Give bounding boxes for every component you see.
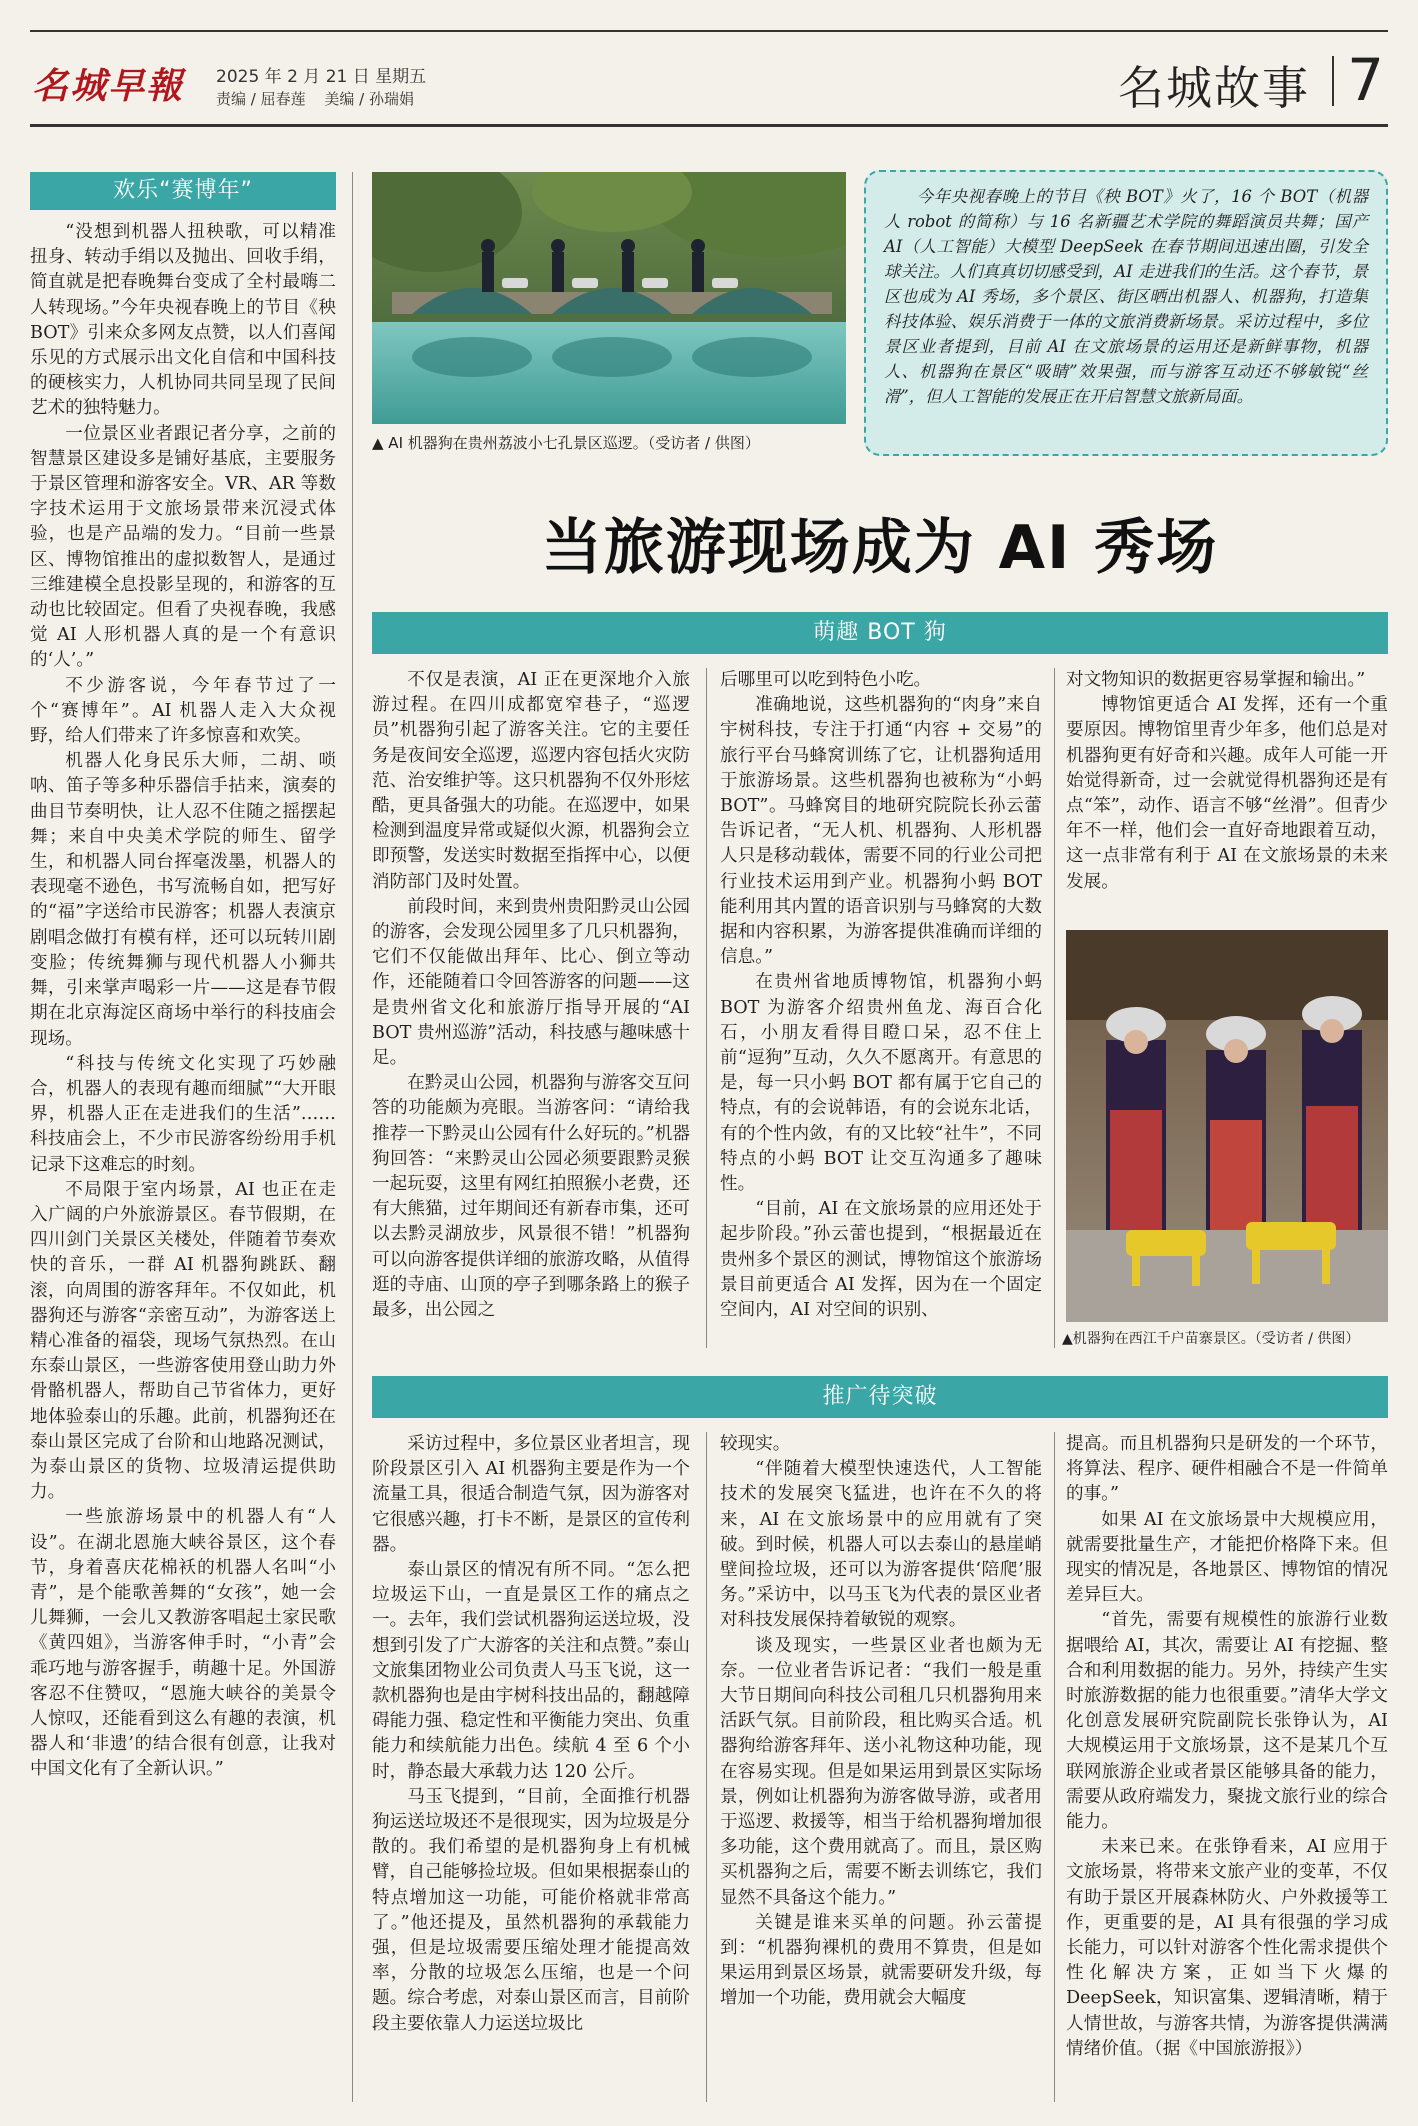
paragraph: 在黔灵山公园，机器狗与游客交互问答的功能颇为亮眼。当游客问：“请给我推荐一下黔灵山公园有什么好玩的。”机器狗回答：“来黔灵山公园必须要跟黔灵猴一起玩耍，这里有网红拍照猴小老费，还有大熊猫，过年期间还有新春市集，还可以去黔灵湖放步，风景很不错！”机器狗可以向游客提供详细的旅游攻略，从值得逛的寺庙、山顶的亭子到哪条路上的猴子最多，出公园之 [372,1073,690,1321]
column-rule [1054,1432,1055,2102]
photo2-caption: ▲机器狗在西江千户苗寨景区。（受访者 / 供图） [1062,1331,1360,1347]
paragraph: 马玉飞提到，“目前，全面推行机器狗运送垃圾还不是很现实，因为垃圾是分散的。我们希望的是机器狗身上有机械臂，自己能够捡垃圾。但如果根据泰山的特点增加这一功能，可能价格就非常高了。”他还提及，虽然机器狗的承载能力强，但是垃圾需要压缩处理才能提高效率，分散的垃圾怎么压缩，也是一个问题。综合考虑，对泰山景区而言，目前阶段主要依靠人力运送垃圾比 [372,1786,690,2034]
intro-summary-box: 今年央视春晚上的节目《秧 BOT》火了，16 个 BOT（机器人 robot 的简称）与 16 名新疆艺术学院的舞蹈演员共舞；国产 AI（人工智能）大模型 DeepSeek 在春节期间迅速出圈，引发全球关注。人们真真切切感受到，AI 走进我们的生活。这个春节，景区也成为 AI 秀场，多个景区、街区晒出机器人、机器狗，打造集科技体验、娱乐消费于一体的文旅消费新场景。采访过程中，多位景区业者提到，目前 AI 在文旅场景的运用还是新鲜事物，机器人、机器狗在景区“吸睛”效果强，而与游客互动还不够敏锐“丝滑”，但人工智能的发展正在开启智慧文旅新局面。 [864,170,1388,456]
paragraph: 如果 AI 在文旅场景中大规模应用，就需要批量生产，才能把价格降下来。但现实的情况是，各地景区、博物馆的情况差异巨大。 [1066,1509,1388,1606]
paragraph: 前段时间，来到贵州贵阳黔灵山公园的游客，会发现公园里多了几只机器狗，它们不仅能做出拜年、比心、倒立等动作，还能随着口令回答游客的问题——这是贵州省文化和旅游厅指导开展的“AI BOT 贵州巡游”活动，科技感与趣味感十足。 [372,896,690,1069]
paragraph: 后哪里可以吃到特色小吃。 [720,670,932,690]
masthead-bottom-rule [30,124,1388,127]
paragraph: 不仅是表演，AI 正在更深地介入旅游过程。在四川成都宽窄巷子，“巡逻员”机器狗引起了游客关注。它的主要任务是夜间安全巡逻，巡逻内容包括火灾防范、治安维护等。这只机器狗不仅外形炫酷，更具备强大的功能。在巡逻中，如果检测到温度异常或疑似火源，机器狗会立即预警，发送实时数据至指挥中心，以便消防部门及时处置。 [372,670,690,892]
paragraph: 在贵州省地质博物馆，机器狗小蚂 BOT 为游客介绍贵州鱼龙、海百合化石，小朋友看得目瞪口呆，忍不住上前“逗狗”互动，久久不愿离开。有意思的是，每一只小蚂 BOT 都有属于它自己的特点，有的会说韩语，有的会说东北话，有的个性内敛，有的又比较“社牛”，不同特点的小蚂 BOT 让交互沟通多了趣味性。 [720,972,1042,1195]
section1-heading: 萌趣 BOT 狗 [372,612,1388,654]
sidebar-heading: 欢乐“赛博年” [30,172,336,210]
paragraph: 提高。而且机器狗只是研发的一个环节，将算法、程序、硬件相融合不是一件简单的事。” [1066,1434,1388,1505]
paragraph: 不少游客说，今年春节过了一个“赛博年”。AI 机器人走入大众视野，给人们带来了许多惊喜和欢笑。 [30,675,336,747]
photo-robot-dog-patrol [372,172,846,424]
issue-date: 2025 年 2 月 21 日 星期五 [216,67,427,87]
section1-col2 [720,668,1042,1348]
paragraph: 机器人化身民乐大师，二胡、唢呐、笛子等多种乐器信手拈来，演奏的曲目节奏明快，让人忍不住随之摇摆起舞；来自中央美术学院的师生、留学生，和机器人同台挥毫泼墨，机器人的表现毫不逊色，书写流畅自如，把写好的“福”字送给市民游客；机器人表演京剧唱念做打有模有样，还可以玩转川剧变脸；传统舞狮与现代机器人小狮共舞，引来掌声喝彩一片——这是春节假期在北京海淀区商场中举行的科技庙会现场。 [30,751,336,1049]
section-separator [1332,56,1334,106]
paragraph: 采访过程中，多位景区业者坦言，现阶段景区引入 AI 机器狗主要是作为一个流量工具，很适合制造气氛，因为游客对它很感兴趣，打卡不断，是景区的宣传利器。 [372,1434,690,1555]
column-rule [706,1432,707,2102]
section2-heading: 推广待突破 [372,1376,1388,1418]
photo-miao-village-robot-dogs [1066,930,1388,1322]
paragraph: 谈及现实，一些景区业者也颇为无奈。一位业者告诉记者：“我们一般是重大节日期间向科技公司租几只机器狗用来活跃气氛。目前阶段，租比购买合适。机器狗给游客拜年、送小礼物这种功能，现在容易实现。但是如果运用到景区实际场景，例如让机器狗为游客做导游，或者用于巡逻、救援等，相当于给机器狗增加很多功能，这个费用就高了。而且，景区购买机器狗之后，需要不断去训练它，我们显然不具备这个能力。” [720,1635,1042,1908]
page-number: 7 [1347,46,1384,114]
section2-col2 [720,1432,1042,2102]
paragraph: 博物馆更适合 AI 发挥，还有一个重要原因。博物馆里青少年多，他们总是对机器狗更有好奇和兴趣。成年人可能一开始觉得新奇，过一会就觉得机器狗还是有点“笨”，动作、语言不够“丝滑”。但青少年不一样，他们会一直好奇地跟着互动，这一点非常有利于 AI 在文旅场景的未来发展。 [1066,695,1388,892]
column-rule [1054,668,1055,1348]
paragraph: 关键是谁来买单的问题。孙云蕾提到：“机器狗裸机的费用不算贵，但是如果运用到景区场景，就需要研发升级，每增加一个功能，费用就会大幅度 [720,1912,1042,2009]
newspaper-logo: 名城早報 [32,65,185,107]
headline: 当旅游现场成为 AI 秀场 [541,513,1219,583]
paragraph: 一位景区业者跟记者分享，之前的智慧景区建设多是铺好基底，主要服务于景区管理和游客安全。VR、AR 等数字技术运用于文旅场景带来沉浸式体验，也是产品端的发力。“目前一些景区、博物馆推出的虚拟数智人，是通过三维建模全息投影呈现的，和游客的互动也比较固定。但看了央视春晚，我感觉 AI 人形机器人真的是一个有意识的‘人’。” [30,423,336,671]
paragraph: 一些旅游场景中的机器人有“人设”。在湖北恩施大峡谷景区，这个春节，身着喜庆花棉袄的机器人名叫“小青”，是个能歌善舞的“女孩”，她一会儿舞狮，一会儿又教游客唱起土家民歌《黄四姐》，当游客伸手时，“小青”会乖巧地与游客握手，萌趣十足。外国游客忍不住赞叹，“恩施大峡谷的美景令人惊叹，还能看到这么有趣的表演，机器人和‘非遗’的结合很有创意，让我对中国文化有了全新认识。” [30,1507,336,1780]
editor-name: 责编 / 屈春莲 [216,90,306,108]
designer-name: 美编 / 孙瑞娟 [324,90,414,108]
column-rule [706,668,707,1348]
masthead-top-rule [30,30,1388,32]
paragraph: “首先，需要有规模性的旅游行业数据喂给 AI，其次，需要让 AI 有挖掘、整合和利用数据的能力。另外，持续产生实时旅游数据的能力也很重要。”清华大学文化创意发展研究院副院长张铮认为，AI 大规模运用于文旅场景，这不是某几个互联网旅游企业或者景区能够具备的能力，需要从政府端发力，聚拢文旅行业的综合能力。 [1066,1610,1388,1833]
photo1-caption: ▲ AI 机器狗在贵州荔波小七孔景区巡逻。（受访者 / 供图） [372,434,760,452]
section2-col3 [1066,1432,1388,2102]
paragraph: “没想到机器人扭秧歌，可以精准扭身、转动手绢以及抛出、回收手绢，简直就是把春晚舞台变成了全村最嗨二人转现场。”今年央视春晚上的节目《秧 BOT》引来众多网友点赞，以人们喜闻乐见的方式展示出文化自信和中国科技的硬核实力，人机协同共同呈现了民间艺术的独特魅力。 [30,222,336,419]
photo-illustration [372,172,846,424]
paragraph: 泰山景区的情况有所不同。“怎么把垃圾运下山，一直是景区工作的痛点之一。去年，我们尝试机器狗运送垃圾，没想到引发了广大游客的关注和点赞。”泰山文旅集团物业公司负责人马玉飞说，这一款机器狗也是由宇树科技出品的，翻越障碍能力强、稳定性和平衡能力突出、负重能力和续航能力出色。续航 4 至 6 个小时，静态最大承载力达 120 公斤。 [372,1560,690,1782]
photo-illustration [1066,930,1388,1322]
sidebar-text [30,220,336,2100]
section2-col1 [372,1432,690,2102]
section-title: 名城故事 [1118,61,1310,115]
paragraph: 不局限于室内场景，AI 也正在走入广阔的户外旅游景区。春节假期，在四川剑门关景区关楼处，伴随着节奏欢快的音乐，一群 AI 机器狗跳跃、翻滚，向周围的游客拜年。不仅如此，机器狗还与游客“亲密互动”，为游客送上精心准备的福袋，现场气氛热烈。在山东泰山景区，一些游客使用登山助力外骨骼机器人，帮助自己节省体力，更好地体验泰山的乐趣。此前，机器狗还在泰山景区完成了台阶和山地路况测试，为泰山景区的货物、垃圾清运提供助力。 [30,1179,336,1503]
editors-line [216,88,428,109]
section1-col3 [1066,668,1388,918]
paragraph: “目前，AI 在文旅场景的应用还处于起步阶段。”孙云蕾也提到，“根据最近在贵州多个景区的测试，博物馆这个旅游场景目前更适合 AI 发挥，因为在一个固定空间内，AI 对空间的识别、 [720,1199,1042,1321]
paragraph: 未来已来。在张铮看来，AI 应用于文旅场景，将带来文旅产业的变革，不仅有助于景区开展森林防火、户外救援等工作，更重要的是，AI 具有很强的学习成长能力，可以针对游客个性化需求提供个性化解决方案，正如当下火爆的 DeepSeek，知识富集、逻辑清晰，精于人情世故，与游客共情，为游客提供满满情绪价值。（据《中国旅游报》） [1066,1837,1388,2059]
paragraph: 较现实。 [720,1434,791,1454]
paragraph: 对文物知识的数据更容易掌握和输出。” [1066,670,1366,690]
paragraph: 准确地说，这些机器狗的“肉身”来自宇树科技，专注于打通“内容 + 交易”的旅行平台马蜂窝训练了它，让机器狗适用于旅游场景。这些机器狗也被称为“小蚂 BOT”。马蜂窝目的地研究院院长孙云蕾告诉记者，“无人机、机器狗、人形机器人只是移动载体，需要不同的行业公司把行业技术运用到产业。机器狗小蚂 BOT 能利用其内置的语音识别与马蜂窝的大数据和内容积累，为游客提供准确而详细的信息。” [720,695,1042,968]
paragraph: “伴随着大模型快速迭代，人工智能技术的发展突飞猛进，也许在不久的将来，AI 在文旅场景中的应用就有了突破。到时候，机器人可以去泰山的悬崖峭壁间捡垃圾，还可以为游客提供‘陪爬’服务。”采访中，以马玉飞为代表的景区业者对科技发展保持着敏锐的观察。 [720,1459,1042,1631]
column-rule [352,172,353,2102]
paragraph: “科技与传统文化实现了巧妙融合，机器人的表现有趣而细腻”“大开眼界，机器人正在走进我们的生活”……科技庙会上，不少市民游客纷纷用手机记录下这难忘的时刻。 [30,1053,336,1175]
section1-col1 [372,668,690,1348]
